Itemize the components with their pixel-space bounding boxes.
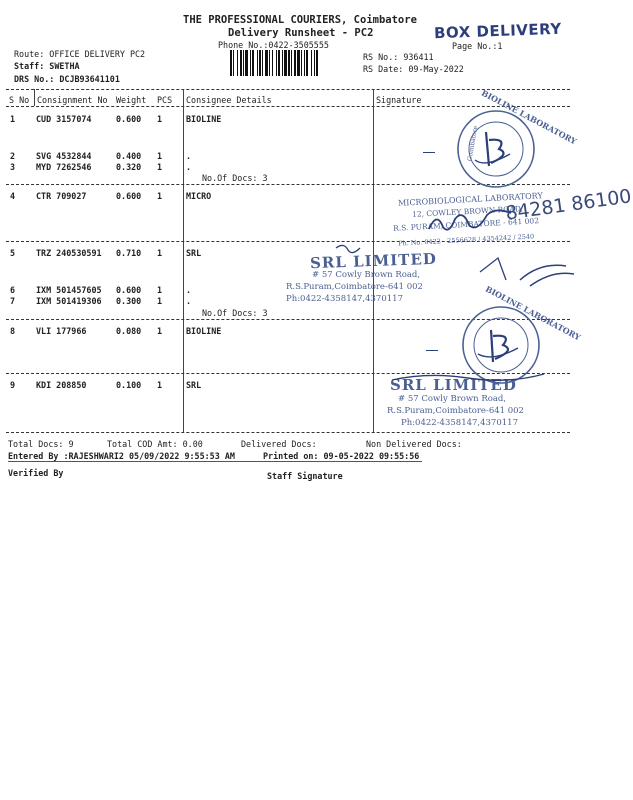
rs-number: RS No.: 936411 bbox=[363, 52, 434, 62]
handwritten-signature bbox=[388, 368, 548, 388]
micro-stamp-line: Ph. No. 0422 - 2556628 / 4354242 / 2540 bbox=[397, 232, 535, 248]
delivered-docs: Delivered Docs: bbox=[241, 439, 317, 449]
non-delivered-docs: Non Delivered Docs: bbox=[366, 439, 462, 449]
entered-by: Entered By :RAJESHWARI2 05/09/2022 9:55:53 AM bbox=[8, 451, 235, 461]
row-weight: 0.320 bbox=[116, 162, 142, 172]
row-consignee: BIOLINE bbox=[186, 114, 222, 124]
row-consignee: . bbox=[186, 151, 192, 161]
row-pcs: 1 bbox=[157, 151, 163, 161]
col-divider bbox=[183, 89, 184, 432]
row-sno: 6 bbox=[10, 285, 16, 295]
row-pcs: 1 bbox=[157, 191, 163, 201]
row-consignment: MYD 7262546 bbox=[36, 162, 92, 172]
rs-date: RS Date: 09-May-2022 bbox=[363, 64, 464, 74]
docs-count-note: No.Of Docs: 3 bbox=[202, 308, 268, 318]
row-consignee: BIOLINE bbox=[186, 326, 222, 336]
row-consignment: KDI 208850 bbox=[36, 380, 87, 390]
row-weight: 0.300 bbox=[116, 296, 142, 306]
printed-on: Printed on: 09-05-2022 09:55:56 bbox=[263, 451, 420, 461]
drs-number: DRS No.: DCJB93641101 bbox=[14, 74, 120, 84]
signature-dash bbox=[423, 152, 435, 153]
docs-count-note: No.Of Docs: 3 bbox=[202, 173, 268, 183]
row-consignee: . bbox=[186, 285, 192, 295]
row-pcs: 1 bbox=[157, 380, 163, 390]
srl-stamp-line: # 57 Cowly Brown Road, bbox=[398, 394, 507, 404]
srl-stamp-line: Ph:0422-4358147,4370117 bbox=[401, 418, 518, 428]
srl-stamp-line: Ph:0422-4358147,4370117 bbox=[286, 294, 403, 304]
srl-stamp-line: R.S.Puram,Coimbatore-641 002 bbox=[286, 282, 423, 292]
staff-name: Staff: SWETHA bbox=[14, 61, 80, 71]
row-consignment: SVG 4532844 bbox=[36, 151, 92, 161]
row-pcs: 1 bbox=[157, 285, 163, 295]
row-sno: 7 bbox=[10, 296, 16, 306]
row-consignee: . bbox=[186, 162, 192, 172]
row-consignment: TRZ 240530591 bbox=[36, 248, 102, 258]
page-number: Page No.:1 bbox=[452, 41, 503, 51]
row-consignee: . bbox=[186, 296, 192, 306]
srl-stamp-line: R.S.Puram,Coimbatore-641 002 bbox=[387, 406, 524, 416]
micro-stamp-line: R.S. PURAM, COIMBATORE - 641 002 bbox=[392, 216, 540, 233]
signature-dash bbox=[426, 350, 438, 351]
total-cod-amount: Total COD Amt: 0.00 bbox=[107, 439, 203, 449]
row-weight: 0.400 bbox=[116, 151, 142, 161]
table-header-rule bbox=[6, 106, 570, 107]
srl-stamp-title: SRL LIMITED bbox=[390, 376, 517, 394]
company-title: THE PROFESSIONAL COURIERS, Coimbatore bbox=[183, 14, 417, 26]
row-pcs: 1 bbox=[157, 296, 163, 306]
row-pcs: 1 bbox=[157, 248, 163, 258]
row-pcs: 1 bbox=[157, 162, 163, 172]
total-docs: Total Docs: 9 bbox=[8, 439, 74, 449]
col-pcs-header: PCS bbox=[157, 95, 173, 105]
row-sno: 1 bbox=[10, 114, 16, 124]
verified-by: Verified By bbox=[8, 468, 64, 478]
row-sno: 3 bbox=[10, 162, 16, 172]
col-signature-header: Signature bbox=[376, 95, 422, 105]
route: Route: OFFICE DELIVERY PC2 bbox=[14, 49, 146, 59]
micro-stamp-line: 12, COWLEY BROWN ROAD, bbox=[411, 204, 524, 219]
row-sno: 2 bbox=[10, 151, 16, 161]
row-consignee: SRL bbox=[186, 380, 202, 390]
row-pcs: 1 bbox=[157, 326, 163, 336]
row-consignee: MICRO bbox=[186, 191, 212, 201]
col-consignee-header: Consignee Details bbox=[186, 95, 272, 105]
runsheet-title: Delivery Runsheet - PC2 bbox=[228, 27, 374, 39]
row-consignment: IXM 501419306 bbox=[36, 296, 102, 306]
handwritten-signature bbox=[330, 240, 580, 300]
row-consignment: CTR 709027 bbox=[36, 191, 87, 201]
row-pcs: 1 bbox=[157, 114, 163, 124]
micro-stamp-line: MICROBIOLOGICAL LABORATORY bbox=[397, 191, 543, 208]
row-consignee: SRL bbox=[186, 248, 202, 258]
srl-stamp-title: SRL LIMITED bbox=[309, 249, 438, 273]
handwritten-signature bbox=[425, 205, 515, 235]
bioline-seal-text: BIOLINE LABORATORY bbox=[479, 87, 579, 147]
col-sno-header: S No bbox=[9, 95, 30, 105]
col-divider bbox=[34, 89, 35, 106]
phone-number: Phone No.:0422-3505555 bbox=[218, 40, 329, 50]
handwritten-phone: 84281 86100 bbox=[504, 185, 633, 225]
row-weight: 0.600 bbox=[116, 114, 142, 124]
row-sno: 4 bbox=[10, 191, 16, 201]
row-weight: 0.100 bbox=[116, 380, 142, 390]
table-bottom-rule bbox=[6, 432, 570, 433]
srl-stamp-line: # 57 Cowly Brown Road, bbox=[312, 270, 421, 280]
row-consignment: IXM 501457605 bbox=[36, 285, 102, 295]
col-weight-header: Weight bbox=[116, 95, 147, 105]
row-weight: 0.600 bbox=[116, 191, 142, 201]
col-consignment-header: Consignment No bbox=[37, 95, 108, 105]
barcode-bar bbox=[318, 50, 319, 76]
footer-rule bbox=[8, 461, 422, 462]
row-sno: 5 bbox=[10, 248, 16, 258]
row-consignment: VLI 177966 bbox=[36, 326, 87, 336]
bioline-seal-city: Coimbatore bbox=[466, 125, 480, 162]
row-sno: 8 bbox=[10, 326, 16, 336]
box-delivery-stamp: BOX DELIVERY bbox=[433, 19, 563, 43]
barcode bbox=[230, 50, 356, 76]
row-weight: 0.080 bbox=[116, 326, 142, 336]
row-consignment: CUD 3157074 bbox=[36, 114, 92, 124]
staff-signature: Staff Signature bbox=[267, 471, 343, 481]
row-weight: 0.710 bbox=[116, 248, 142, 258]
row-weight: 0.600 bbox=[116, 285, 142, 295]
bioline-seal-text: BIOLINE LABORATORY bbox=[483, 283, 583, 343]
row-sno: 9 bbox=[10, 380, 16, 390]
